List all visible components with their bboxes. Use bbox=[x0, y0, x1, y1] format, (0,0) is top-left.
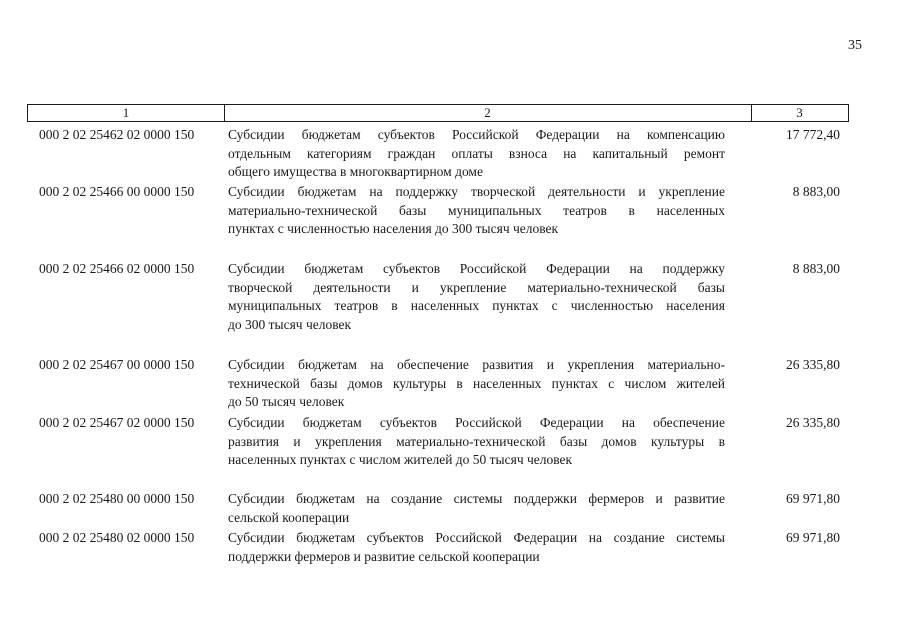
row-description bbox=[228, 260, 725, 334]
budget-code: 000 2 02 25467 02 0000 150 bbox=[39, 415, 195, 430]
column-header-1: 1 bbox=[28, 105, 225, 121]
column-header-2: 2 bbox=[224, 105, 752, 121]
row-amount: 26 335,80 bbox=[786, 357, 840, 372]
row-amount: 26 335,80 bbox=[786, 415, 840, 430]
budget-code: 000 2 02 25480 02 0000 150 bbox=[39, 530, 195, 545]
description-line: до 300 тысяч человек bbox=[228, 316, 352, 332]
row-description bbox=[228, 126, 725, 182]
description-line: технической базы домов культуры в населенных пунктах с числом жителей bbox=[228, 375, 725, 391]
description-line: до 50 тысяч человек bbox=[228, 394, 345, 410]
row-description bbox=[228, 356, 725, 412]
description-line: Субсидии бюджетам субъектов Российской Федерации на создание системы bbox=[228, 530, 725, 545]
budget-code: 000 2 02 25466 02 0000 150 bbox=[39, 261, 195, 276]
row-amount: 8 883,00 bbox=[792, 261, 840, 276]
description-line: Субсидии бюджетам на поддержку творческой деятельности и укрепление bbox=[228, 184, 725, 199]
row-amount: 8 883,00 bbox=[792, 184, 840, 199]
row-amount: 69 971,80 bbox=[786, 491, 840, 506]
row-amount: 69 971,80 bbox=[786, 530, 840, 545]
description-line: отдельным категориям граждан оплаты взноса на капитальный ремонт bbox=[228, 145, 725, 161]
description-line: Субсидии бюджетам субъектов Российской Федерации на компенсацию bbox=[228, 127, 725, 142]
description-line: творческой деятельности и укрепление материально-технической базы bbox=[228, 279, 725, 295]
row-description bbox=[228, 414, 725, 470]
description-line: развития и укрепления материально-технической базы домов культуры в bbox=[228, 433, 725, 449]
description-line: пунктах с численностью населения до 300 тысяч человек bbox=[228, 221, 559, 237]
budget-code: 000 2 02 25462 02 0000 150 bbox=[39, 127, 195, 142]
description-line: Субсидии бюджетам субъектов Российской Федерации на поддержку bbox=[228, 261, 725, 276]
description-line: Субсидии бюджетам субъектов Российской Федерации на обеспечение bbox=[228, 415, 725, 430]
budget-code: 000 2 02 25467 00 0000 150 bbox=[39, 357, 195, 372]
budget-code: 000 2 02 25480 00 0000 150 bbox=[39, 491, 195, 506]
description-line: сельской кооперации bbox=[228, 509, 350, 525]
description-line: общего имущества в многоквартирном доме bbox=[228, 164, 483, 180]
description-line: населенных пунктах с числом жителей до 50 тысяч человек bbox=[228, 452, 573, 468]
description-line: материально-технической базы муниципальных театров в населенных bbox=[228, 202, 725, 218]
row-amount: 17 772,40 bbox=[786, 127, 840, 142]
description-line: Субсидии бюджетам на создание системы поддержки фермеров и развитие bbox=[228, 491, 725, 506]
row-description bbox=[228, 529, 725, 566]
description-line: поддержки фермеров и развитие сельской кооперации bbox=[228, 548, 540, 564]
table-column-header-row bbox=[27, 104, 849, 122]
row-description bbox=[228, 490, 725, 527]
budget-code: 000 2 02 25466 00 0000 150 bbox=[39, 184, 195, 199]
page-number: 35 bbox=[848, 38, 862, 53]
column-header-3: 3 bbox=[796, 105, 803, 120]
row-description bbox=[228, 183, 725, 239]
description-line: Субсидии бюджетам на обеспечение развития и укрепления материально- bbox=[228, 357, 725, 372]
description-line: муниципальных театров в населенных пунктах с численностью населения bbox=[228, 298, 725, 314]
